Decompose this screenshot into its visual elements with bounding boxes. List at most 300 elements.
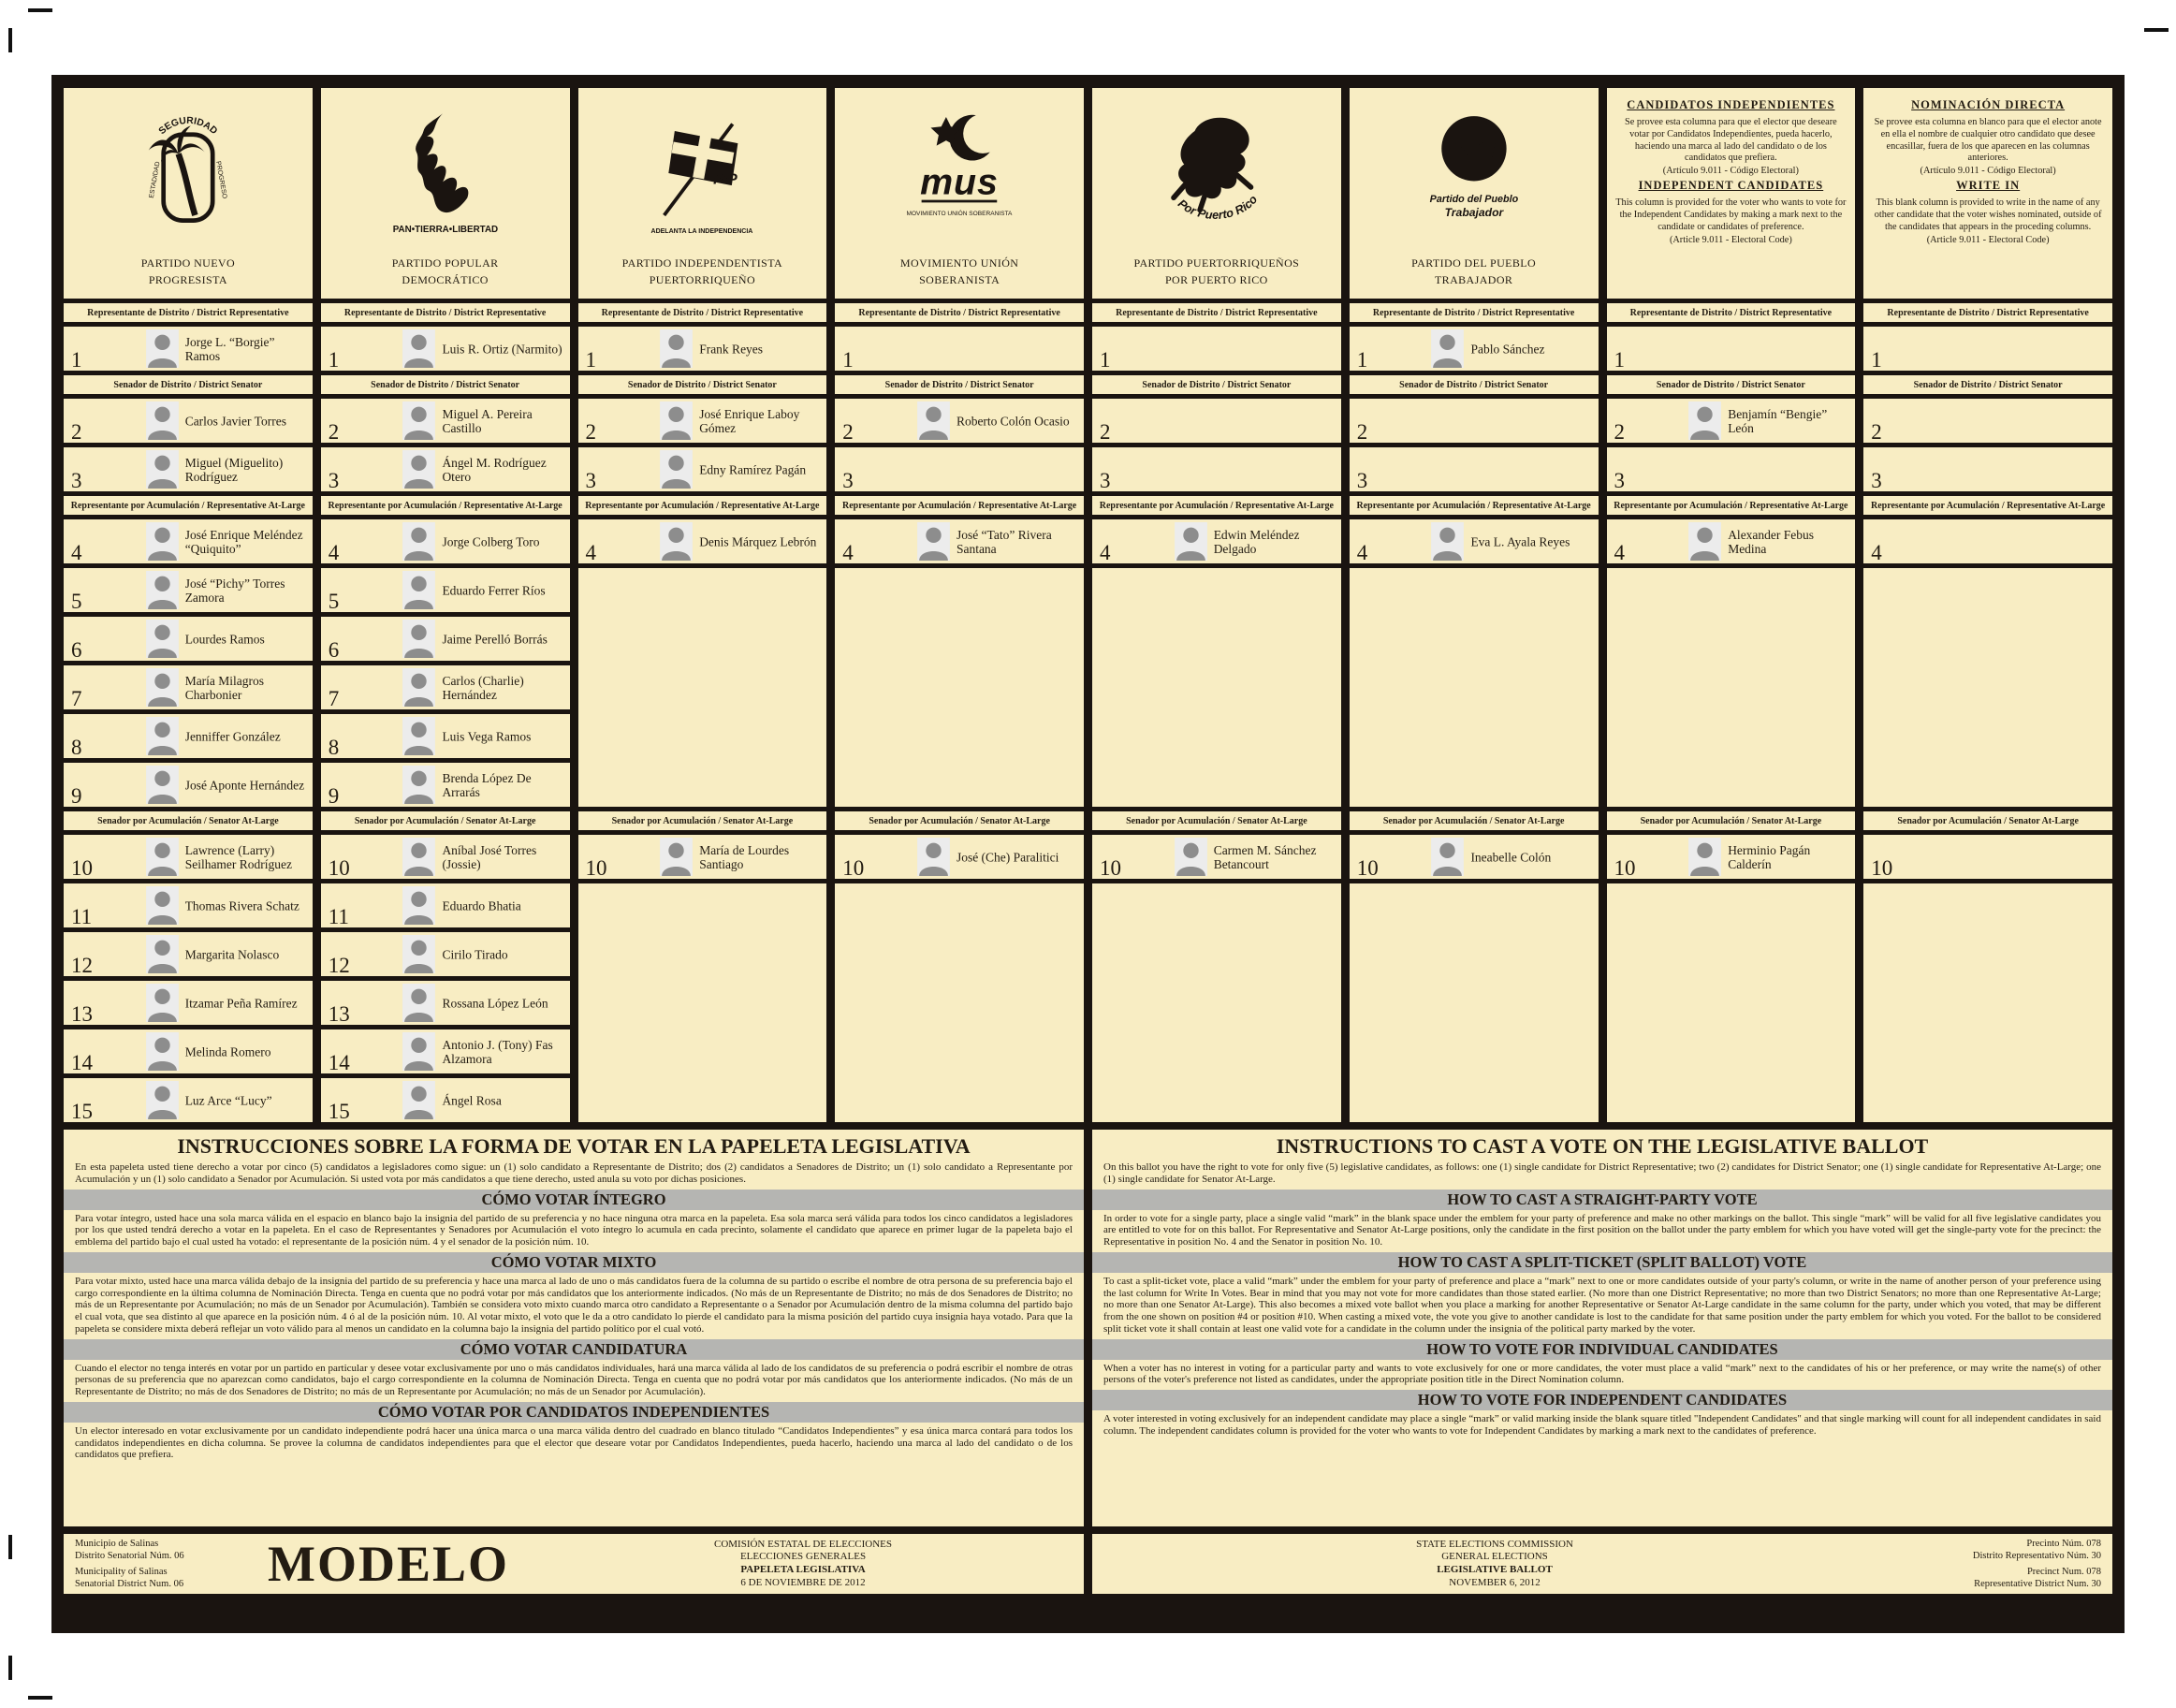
office-header-sen_at_large-mus: Senador por Acumulación / Senator At-Large (835, 811, 1084, 830)
candidate-name: María de Lourdes Santiago (699, 842, 790, 871)
commission-en-line1: STATE ELECTIONS COMMISSION (1416, 1538, 1573, 1550)
candidate-photo (402, 886, 435, 925)
candidate-photo (146, 522, 179, 561)
vote-cell-ppr-2[interactable] (1092, 399, 1341, 443)
instr-section-body-es-1: Para votar mixto, usted hace una marca válida debajo de la insignia del partido de su preferencia y hace una marca al lado de uno o más candidatos fuera de la columna de su partido o escribe el nombre de otra persona de su preferencia bajo el cargo correspondiente en la última columna de Nominación Directa. Tenga en cuenta que no podrá votar por más candidatos que los anteriormente indicados. (No más de un Representante de Distrito; no más de dos Senadores de Distrito; no más de un Representante por Acumulación; no más de un Senador por Acumulación). También se considera voto mixto cuando marca otro candidato a Representante o a Senador por Acumulación dentro de la misma columna del partido bajo el cual vota, que sea distinto al que aparece en la posición núm. 4 ó al de la posición núm. 10. Al votar mixto, el voto que le da a otro candidato lo pierde el candidato para la misma posición del partido cuya insignia haya votado. Para que la papeleta se considere mixta deberá reflejar un voto válido para al menos un candidato en la columna bajo la insignia del partido político por el cual votó. (75, 1275, 1073, 1335)
commission-es-line4: 6 DE NOVIEMBRE DE 2012 (740, 1576, 866, 1588)
instr-section-heading-es-2: CÓMO VOTAR CANDIDATURA (64, 1339, 1084, 1360)
column-ppt (1350, 88, 1599, 1122)
position-number: 14 (328, 1051, 350, 1073)
vote-cell-pnp-9[interactable] (64, 763, 313, 807)
nominacion-directa-ref-es: (Artículo 9.011 - Código Electoral) (1920, 166, 2056, 177)
vote-cell-ppd-7[interactable] (321, 665, 570, 709)
office-header-district_rep-independientes: Representante de Distrito / District Representative (1607, 303, 1856, 322)
candidate-photo (146, 668, 179, 707)
party-emblem-box-pip[interactable] (578, 88, 827, 299)
position-number: 3 (328, 469, 340, 491)
position-number: 8 (71, 736, 82, 758)
vote-cell-independientes-1[interactable] (1607, 327, 1856, 371)
office-header-district_sen-ppr: Senador de Distrito / District Senator (1092, 375, 1341, 394)
instr-section-heading-en-1: HOW TO CAST A SPLIT-TICKET (SPLIT BALLOT) VOTE (1092, 1252, 2112, 1273)
candidate-name: Rossana López León (442, 995, 548, 1010)
position-number: 3 (1871, 469, 1882, 491)
candidate-photo (402, 571, 435, 609)
blank-vote-area-ppr-sen_at_large[interactable] (1092, 883, 1341, 1122)
vote-cell-pnp-10[interactable] (64, 835, 313, 879)
position-number: 4 (71, 541, 82, 563)
position-number: 2 (71, 420, 82, 443)
candidate-name: Luz Arce “Lucy” (184, 1092, 272, 1107)
position-number: 6 (71, 638, 82, 661)
position-number: 1 (1871, 348, 1882, 371)
vote-cell-ppd-14[interactable] (321, 1029, 570, 1073)
vote-cell-nominacion-directa-3[interactable] (1863, 447, 2112, 491)
pnp-logo-icon (64, 88, 313, 255)
blank-vote-area-nominacion-directa-rep_at_large[interactable] (1863, 568, 2112, 807)
candidate-name: Lawrence (Larry) Seilhamer Rodríguez (184, 842, 293, 871)
candidate-name: Eva L. Ayala Reyes (1470, 533, 1570, 548)
position-number: 4 (585, 541, 596, 563)
party-emblem-box-ppr[interactable] (1092, 88, 1341, 299)
office-header-district_rep-nominacion-directa: Representante de Distrito / District Representative (1863, 303, 2112, 322)
svg-text:mus: mus (920, 161, 999, 203)
position-number: 10 (71, 856, 93, 879)
svg-text:Trabajador: Trabajador (1444, 205, 1503, 219)
office-header-district_sen-mus: Senador de Distrito / District Senator (835, 375, 1084, 394)
municipality-es-line1: Municipio de Salinas (75, 1539, 159, 1550)
position-number: 10 (328, 856, 350, 879)
independientes-title-en: INDEPENDENT CANDIDATES (1638, 179, 1824, 193)
vote-cell-ppd-11[interactable] (321, 883, 570, 927)
position-number: 4 (1871, 541, 1882, 563)
nominacion-directa-ref-en: (Article 9.011 - Electoral Code) (1926, 234, 2050, 245)
position-number: 1 (1356, 348, 1368, 371)
commission-en-line2: GENERAL ELECTIONS (1441, 1551, 1548, 1563)
candidate-photo (402, 717, 435, 755)
vote-cell-ppr-10[interactable] (1092, 835, 1341, 879)
commission-es-line2: ELECCIONES GENERALES (739, 1551, 867, 1563)
vote-cell-ppt-10[interactable] (1350, 835, 1599, 879)
candidate-photo (146, 935, 179, 973)
candidate-name: Miguel (Miguelito) Rodríguez (184, 455, 284, 484)
svg-text:PPT: PPT (1448, 134, 1499, 164)
office-header-rep_at_large-pnp: Representante por Acumulación / Representative At-Large (64, 496, 313, 515)
svg-text:PAN•TIERRA•LIBERTAD: PAN•TIERRA•LIBERTAD (392, 224, 498, 235)
mus-logo-icon (835, 88, 1084, 255)
vote-cell-independientes-3[interactable] (1607, 447, 1856, 491)
position-number: 1 (328, 348, 340, 371)
candidate-photo (1431, 329, 1464, 368)
vote-cell-ppd-1[interactable] (321, 327, 570, 371)
blank-vote-area-mus-sen_at_large[interactable] (835, 883, 1084, 1122)
candidate-photo (917, 401, 950, 440)
vote-cell-mus-2[interactable] (835, 399, 1084, 443)
vote-cell-independientes-10[interactable] (1607, 835, 1856, 879)
position-number: 4 (842, 541, 854, 563)
vote-cell-mus-4[interactable] (835, 519, 1084, 563)
independientes-body-en: This column is provided for the voter who wants to vote for the Independent Candidates by making a mark next to the candidate or candidates of preference. (1615, 197, 1847, 232)
candidate-photo (146, 571, 179, 609)
instr-section-body-es-3: Un elector interesado en votar exclusivamente por un candidato independiente podrá hacer una única marca o una marca válida dentro del cuadrado en blanco titulado “Candidatos Independientes” y esa única marca contará para todos los candidatos independientes en dicha columna. Se provee la columna de candidatos independientes para que el elector que deseare votar por Candidatos Independientes, pueda hacerlo, haciendo una marca al lado del candidato o de los candidatos que prefiera. (75, 1424, 1073, 1461)
office-header-rep_at_large-independientes: Representante por Acumulación / Representative At-Large (1607, 496, 1856, 515)
commission-en-line4: NOVEMBER 6, 2012 (1449, 1576, 1541, 1588)
candidate-name: Jorge L. “Borgie” Ramos (184, 334, 275, 363)
party-name-ppd: PARTIDO POPULAR DEMOCRÁTICO (391, 255, 499, 287)
office-header-rep_at_large-ppt: Representante por Acumulación / Representative At-Large (1350, 496, 1599, 515)
column-mus (835, 88, 1084, 1122)
office-header-district_sen-ppt: Senador de Distrito / District Senator (1350, 375, 1599, 394)
party-emblem-box-mus[interactable] (835, 88, 1084, 299)
position-number: 1 (71, 348, 82, 371)
position-number: 1 (842, 348, 854, 371)
position-number: 2 (842, 420, 854, 443)
candidate-photo (146, 766, 179, 804)
vote-cell-pnp-1[interactable] (64, 327, 313, 371)
office-header-district_rep-ppt: Representante de Distrito / District Representative (1350, 303, 1599, 322)
candidate-name: Jaime Perelló Borrás (442, 631, 548, 646)
candidate-name: Ángel Rosa (442, 1092, 502, 1107)
office-header-rep_at_large-ppd: Representante por Acumulación / Representative At-Large (321, 496, 570, 515)
candidate-name: Itzamar Peña Ramírez (184, 995, 298, 1010)
office-header-district_rep-mus: Representante de Distrito / District Representative (835, 303, 1084, 322)
svg-text:Partido del Pueblo: Partido del Pueblo (1429, 193, 1518, 205)
svg-text:Por Puerto Rico: Por Puerto Rico (1175, 192, 1261, 222)
vote-cell-pip-3[interactable] (578, 447, 827, 491)
precinct-en-line2: Representative District Num. 30 (1974, 1578, 2101, 1589)
position-number: 13 (71, 1002, 93, 1025)
vote-cell-mus-3[interactable] (835, 447, 1084, 491)
candidate-photo (402, 329, 435, 368)
vote-cell-mus-1[interactable] (835, 327, 1084, 371)
column-nominacion-directa (1863, 88, 2112, 1122)
municipality-en-line2: Senatorial District Num. 06 (75, 1578, 184, 1589)
vote-cell-ppr-4[interactable] (1092, 519, 1341, 563)
office-header-sen_at_large-nominacion-directa: Senador por Acumulación / Senator At-Large (1863, 811, 2112, 830)
column-pnp (64, 88, 313, 1122)
blank-vote-area-ppr-rep_at_large[interactable] (1092, 568, 1341, 807)
vote-cell-ppd-2[interactable] (321, 399, 570, 443)
office-header-sen_at_large-pip: Senador por Acumulación / Senator At-Large (578, 811, 827, 830)
position-number: 10 (1871, 856, 1893, 879)
candidate-name: Lourdes Ramos (184, 631, 265, 646)
instructions-title-es: INSTRUCCIONES SOBRE LA FORMA DE VOTAR EN LA PAPELETA LEGISLATIVA (177, 1134, 971, 1158)
office-header-district_sen-independientes: Senador de Distrito / District Senator (1607, 375, 1856, 394)
vote-cell-pnp-6[interactable] (64, 617, 313, 661)
blank-vote-area-independientes-sen_at_large[interactable] (1607, 883, 1856, 1122)
position-number: 11 (328, 905, 349, 927)
vote-cell-ppd-4[interactable] (321, 519, 570, 563)
commission-block-en (1103, 1539, 1886, 1590)
candidate-name: José Aponte Hernández (184, 777, 305, 792)
instructions-intro-en: On this ballot you have the right to vote for only five (5) legislative candidates, as follows: one (1) single candidate for District Representative; two (2) candidates for District Senator; one (1) single candidate for Representative At-Large; one (1) single candidate for Senator At-Large. (1103, 1161, 2101, 1185)
vote-cell-independientes-4[interactable] (1607, 519, 1856, 563)
position-number: 15 (71, 1100, 93, 1122)
position-number: 1 (1614, 348, 1625, 371)
candidate-photo (146, 838, 179, 876)
blank-vote-area-nominacion-directa-sen_at_large[interactable] (1863, 883, 2112, 1122)
candidate-name: Pablo Sánchez (1470, 341, 1545, 356)
instr-section-heading-es-0: CÓMO VOTAR ÍNTEGRO (64, 1190, 1084, 1210)
column-ppd (321, 88, 570, 1122)
vote-cell-pnp-5[interactable] (64, 568, 313, 612)
vote-cell-pnp-12[interactable] (64, 932, 313, 976)
candidate-photo (402, 1081, 435, 1119)
candidate-name: María Milagros Charbonier (184, 673, 265, 702)
blank-vote-area-ppt-rep_at_large[interactable] (1350, 568, 1599, 807)
info-box-nominacion-directa[interactable] (1863, 88, 2112, 299)
instr-section-body-en-2: When a voter has no interest in voting for a particular party and wants to vote exclusively for one or more candidates, the voter must place a valid “mark” next to the candidates of his or her preference, or may write the name(s) of other persons of the voter's preference not listed as candidates, under the appropriate position title in the Direct Nomination column. (1103, 1362, 2101, 1386)
candidate-name: Ineabelle Colón (1470, 849, 1552, 864)
municipality-block (75, 1535, 262, 1593)
candidate-photo (402, 766, 435, 804)
instructions-intro-es: En esta papeleta usted tiene derecho a votar por cinco (5) candidatos a legisladores como sigue: un (1) solo candidato a Representante de Distrito; dos (2) candidatos a Senadores de Distrito; un (1) solo candidato a Representante por Acumulación y un (1) solo candidato a Senador por Acumulación. Si usted vota por más candidatos a que tiene derecho, usted anula su voto por dichas posiciones. (75, 1161, 1073, 1185)
precinct-es-line2: Distrito Representativo Núm. 30 (1972, 1551, 2101, 1562)
instr-section-heading-en-3: HOW TO VOTE FOR INDEPENDENT CANDIDATES (1092, 1390, 2112, 1410)
candidate-name: José “Pichy” Torres Zamora (184, 576, 285, 605)
candidate-photo (146, 1032, 179, 1071)
candidate-photo (402, 450, 435, 489)
candidate-name: Ángel M. Rodríguez Otero (442, 455, 547, 484)
vote-cell-pnp-11[interactable] (64, 883, 313, 927)
position-number: 9 (328, 784, 340, 807)
candidate-photo (660, 329, 693, 368)
office-header-sen_at_large-ppr: Senador por Acumulación / Senator At-Large (1092, 811, 1341, 830)
position-number: 13 (328, 1002, 350, 1025)
blank-vote-area-mus-rep_at_large[interactable] (835, 568, 1084, 807)
candidate-name: Miguel A. Pereira Castillo (442, 406, 533, 435)
candidate-photo (402, 620, 435, 658)
precinct-en-line1: Precinct Num. 078 (2026, 1566, 2101, 1577)
candidate-photo (1688, 401, 1721, 440)
candidate-photo (146, 717, 179, 755)
cropmark-bottom-left-h (28, 1696, 52, 1700)
vote-cell-pip-4[interactable] (578, 519, 827, 563)
instructions-section (64, 1130, 2112, 1526)
ppt-logo-icon (1350, 88, 1599, 255)
position-number: 4 (1356, 541, 1368, 563)
position-number: 5 (71, 590, 82, 612)
position-number: 3 (71, 469, 82, 491)
position-number: 9 (71, 784, 82, 807)
position-number: 1 (1100, 348, 1111, 371)
vote-cell-ppd-13[interactable] (321, 981, 570, 1025)
column-ppr (1092, 88, 1341, 1122)
info-box-independientes[interactable] (1607, 88, 1856, 299)
independientes-body-es: Se provee esta columna para que el elector que deseare votar por Candidatos Independientes, pueda hacerlo, haciendo una marca al lado del candidato o de los candidatos que prefiera. (1625, 116, 1837, 164)
candidate-photo (660, 450, 693, 489)
municipality-en-line1: Municipality of Salinas (75, 1566, 168, 1577)
position-number: 3 (585, 469, 596, 491)
candidate-name: Benjamín “Bengie” León (1728, 406, 1828, 435)
office-header-rep_at_large-pip: Representante por Acumulación / Representative At-Large (578, 496, 827, 515)
position-number: 3 (1614, 469, 1625, 491)
candidate-name: Herminio Pagán Calderín (1728, 842, 1811, 871)
vote-cell-ppt-4[interactable] (1350, 519, 1599, 563)
instructions-panel-english (1092, 1130, 2112, 1526)
vote-cell-ppd-8[interactable] (321, 714, 570, 758)
candidate-name: Eduardo Bhatia (442, 898, 521, 912)
ppr-logo-icon (1092, 88, 1341, 255)
position-number: 7 (71, 687, 82, 709)
vote-cell-ppd-9[interactable] (321, 763, 570, 807)
candidate-name: Luis Vega Ramos (442, 728, 532, 743)
candidate-photo (402, 401, 435, 440)
candidate-photo (146, 450, 179, 489)
column-pip (578, 88, 827, 1122)
position-number: 4 (1100, 541, 1111, 563)
nominacion-directa-body-es: Se provee esta columna en blanco para que el elector anote en ella el nombre de cualquier otro candidato que desee encasillar, fuera de los que aparecen en las columnas anteriores. (1874, 116, 2102, 164)
vote-cell-ppd-5[interactable] (321, 568, 570, 612)
candidate-photo (1431, 838, 1464, 876)
blank-vote-area-pip-rep_at_large[interactable] (578, 568, 827, 807)
blank-vote-area-pip-sen_at_large[interactable] (578, 883, 827, 1122)
vote-cell-ppd-10[interactable] (321, 835, 570, 879)
vote-cell-pip-1[interactable] (578, 327, 827, 371)
candidate-photo (917, 522, 950, 561)
vote-cell-ppt-1[interactable] (1350, 327, 1599, 371)
candidate-photo (1688, 838, 1721, 876)
blank-vote-area-ppt-sen_at_large[interactable] (1350, 883, 1599, 1122)
modelo-watermark: MODELO (268, 1536, 510, 1592)
candidate-photo (146, 1081, 179, 1119)
candidate-name: Jenniffer González (184, 728, 281, 743)
vote-cell-pnp-13[interactable] (64, 981, 313, 1025)
instr-section-heading-en-0: HOW TO CAST A STRAIGHT-PARTY VOTE (1092, 1190, 2112, 1210)
position-number: 2 (328, 420, 340, 443)
vote-cell-pnp-14[interactable] (64, 1029, 313, 1073)
position-number: 15 (328, 1100, 350, 1122)
candidate-photo (1175, 838, 1207, 876)
vote-cell-pip-2[interactable] (578, 399, 827, 443)
nominacion-directa-body-en: This blank column is provided to write in the name of any other candidate that the voter wishes nominated, outside of the candidates that appears in the proceding columns. (1874, 197, 2102, 232)
pip-logo-icon (578, 88, 827, 255)
candidate-photo (660, 522, 693, 561)
office-header-district_sen-pnp: Senador de Distrito / District Senator (64, 375, 313, 394)
position-number: 14 (71, 1051, 93, 1073)
vote-cell-ppd-3[interactable] (321, 447, 570, 491)
position-number: 10 (1614, 856, 1636, 879)
vote-cell-pnp-4[interactable] (64, 519, 313, 563)
cropmark-top-left-v (8, 28, 12, 52)
vote-cell-nominacion-directa-1[interactable] (1863, 327, 2112, 371)
instr-section-body-es-0: Para votar íntegro, usted hace una sola marca válida en el espacio en blanco bajo la insignia del partido de su preferencia y no hace ninguna otra marca en la papeleta. Esa sola marca será válida para todos los cinco candidatos a legisladores por los que usted tendrá derecho a votar en la papeleta. En el caso de Representantes y Senadores por Acumulación el voto íntegro lo acumula en cada precinto, solamente el candidato que aparece en primer lugar de la papeleta bajo el emblema del partido bajo el cual usted ha votado: el representante de la posición núm. 4 y el senador de la posición núm. 10. (75, 1212, 1073, 1248)
position-number: 11 (71, 905, 93, 927)
candidate-name: Antonio J. (Tony) Fas Alzamora (442, 1037, 553, 1066)
candidate-photo (660, 401, 693, 440)
svg-text:ESTADIDAD: ESTADIDAD (148, 161, 162, 199)
party-name-ppt: PARTIDO DEL PUEBLO TRABAJADOR (1411, 255, 1537, 287)
vote-cell-nominacion-directa-2[interactable] (1863, 399, 2112, 443)
commission-block-es (533, 1539, 1073, 1590)
footer-left-box (64, 1534, 1084, 1594)
office-header-district_rep-ppr: Representante de Distrito / District Representative (1092, 303, 1341, 322)
party-emblem-box-ppt[interactable] (1350, 88, 1599, 299)
office-header-sen_at_large-ppt: Senador por Acumulación / Senator At-Large (1350, 811, 1599, 830)
vote-cell-ppr-1[interactable] (1092, 327, 1341, 371)
office-header-sen_at_large-independientes: Senador por Acumulación / Senator At-Large (1607, 811, 1856, 830)
vote-cell-ppt-3[interactable] (1350, 447, 1599, 491)
candidate-name: Frank Reyes (699, 341, 764, 356)
commission-es-line1: COMISIÓN ESTATAL DE ELECCIONES (713, 1538, 893, 1550)
commission-en-line3: LEGISLATIVE BALLOT (1437, 1564, 1553, 1575)
vote-cell-mus-10[interactable] (835, 835, 1084, 879)
vote-cell-pnp-7[interactable] (64, 665, 313, 709)
position-number: 2 (585, 420, 596, 443)
vote-cell-ppt-2[interactable] (1350, 399, 1599, 443)
svg-text:ADELANTA LA INDEPENDENCIA: ADELANTA LA INDEPENDENCIA (650, 227, 753, 235)
vote-cell-ppd-12[interactable] (321, 932, 570, 976)
office-header-rep_at_large-ppr: Representante por Acumulación / Representative At-Large (1092, 496, 1341, 515)
vote-cell-ppr-3[interactable] (1092, 447, 1341, 491)
position-number: 8 (328, 736, 340, 758)
vote-cell-pnp-3[interactable] (64, 447, 313, 491)
office-header-district_rep-pnp: Representante de Distrito / District Representative (64, 303, 313, 322)
blank-vote-area-independientes-rep_at_large[interactable] (1607, 568, 1856, 807)
ballot-footer (64, 1534, 2112, 1594)
nominacion-directa-title-en: WRITE IN (1956, 179, 2021, 193)
vote-cell-pnp-8[interactable] (64, 714, 313, 758)
candidate-photo (1175, 522, 1207, 561)
vote-cell-independientes-2[interactable] (1607, 399, 1856, 443)
candidate-name: Melinda Romero (184, 1044, 271, 1058)
position-number: 3 (1100, 469, 1111, 491)
vote-cell-ppd-6[interactable] (321, 617, 570, 661)
independientes-ref-en: (Article 9.011 - Electoral Code) (1669, 234, 1792, 245)
party-name-ppr: PARTIDO PUERTORRIQUEÑOS POR PUERTO RICO (1133, 255, 1300, 287)
ppd-logo-icon (321, 88, 570, 255)
candidate-name: José (Che) Paralitici (956, 849, 1059, 864)
vote-cell-ppd-15[interactable] (321, 1078, 570, 1122)
party-columns-grid (64, 88, 2112, 1122)
cropmark-left-bottom-v (8, 1535, 12, 1559)
vote-cell-pnp-2[interactable] (64, 399, 313, 443)
candidate-name: Luis R. Ortiz (Narmito) (442, 341, 562, 356)
vote-cell-pip-10[interactable] (578, 835, 827, 879)
vote-cell-nominacion-directa-10[interactable] (1863, 835, 2112, 879)
position-number: 4 (1614, 541, 1625, 563)
independientes-ref-es: (Artículo 9.011 - Código Electoral) (1662, 166, 1799, 177)
candidate-photo (917, 838, 950, 876)
vote-cell-nominacion-directa-4[interactable] (1863, 519, 2112, 563)
legislative-ballot (51, 75, 2125, 1633)
position-number: 4 (328, 541, 340, 563)
candidate-photo (402, 668, 435, 707)
column-independientes (1607, 88, 1856, 1122)
office-header-rep_at_large-nominacion-directa: Representante por Acumulación / Representative At-Large (1863, 496, 2112, 515)
party-name-pnp: PARTIDO NUEVO PROGRESISTA (140, 255, 236, 287)
candidate-photo (146, 620, 179, 658)
party-emblem-box-ppd[interactable] (321, 88, 570, 299)
candidate-name: Jorge Colberg Toro (442, 533, 540, 548)
svg-text:SEGURIDAD: SEGURIDAD (156, 115, 219, 138)
instr-section-body-en-0: In order to vote for a single party, place a single valid “mark” in the blank space under the emblem for your party of preference and make no other markings on the ballot. This single “mark” will be valid for all five legislative candidates you are entitled to vote for on this ballot. For Representative and Senator At-Large positions, only the candidate in the first position on the ballot under the party emblem for which you have voted will get the single-party vote for the precinct: the Representative in position No. 4 and the Senator in position No. 10. (1103, 1212, 2101, 1248)
instructions-panel-spanish (64, 1130, 1084, 1526)
candidate-photo (402, 984, 435, 1022)
candidate-photo (146, 329, 179, 368)
instructions-title-en: INSTRUCTIONS TO CAST A VOTE ON THE LEGISLATIVE BALLOT (1276, 1134, 1929, 1158)
office-header-sen_at_large-ppd: Senador por Acumulación / Senator At-Large (321, 811, 570, 830)
vote-cell-pnp-15[interactable] (64, 1078, 313, 1122)
party-name-mus: MOVIMIENTO UNIÓN SOBERANISTA (899, 255, 1019, 287)
candidate-name: Margarita Nolasco (184, 946, 280, 961)
instr-section-heading-es-3: CÓMO VOTAR POR CANDIDATOS INDEPENDIENTES (64, 1402, 1084, 1423)
party-emblem-box-pnp[interactable] (64, 88, 313, 299)
candidate-photo (1688, 522, 1721, 561)
candidate-name: Carmen M. Sánchez Betancourt (1213, 842, 1317, 871)
position-number: 10 (1100, 856, 1121, 879)
candidate-photo (146, 984, 179, 1022)
candidate-name: Thomas Rivera Schatz (184, 898, 299, 912)
